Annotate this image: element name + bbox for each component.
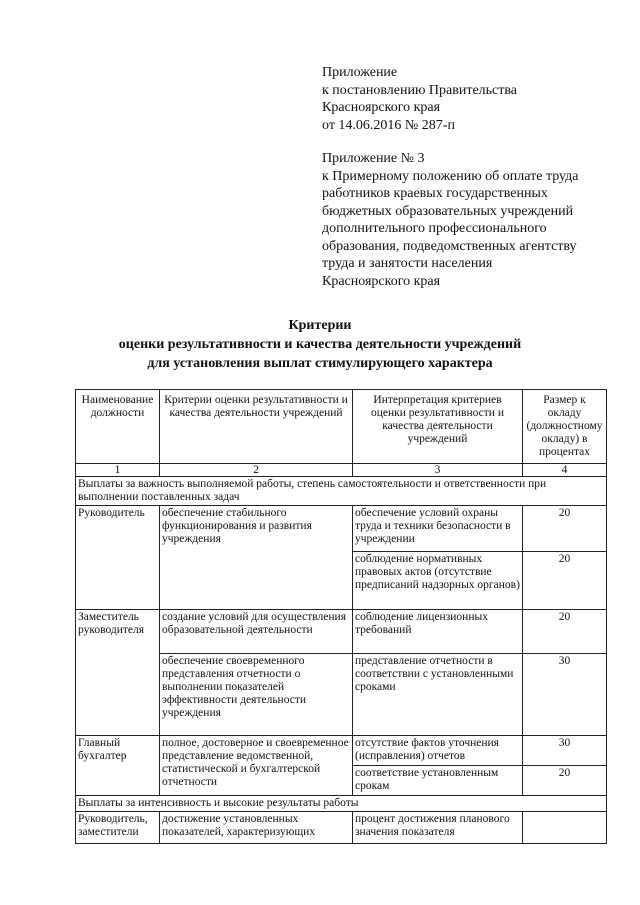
appendix-1-block xyxy=(322,64,517,134)
interpretation-cell: отсутствие фактов уточнения (исправления) отчетов xyxy=(353,736,523,766)
criterion-cell: создание условий для осуществления образовательной деятельности xyxy=(160,610,353,654)
size-cell: 20 xyxy=(523,506,607,552)
title-line: оценки результативности и качества деятельности учреждений xyxy=(118,337,522,352)
column-header: Наименование должности xyxy=(76,390,160,464)
position-cell: Главный бухгалтер xyxy=(76,736,160,796)
section-title: Выплаты за интенсивность и высокие результаты работы xyxy=(76,796,607,812)
appendix-1-line: Красноярского края xyxy=(322,100,441,115)
criterion-cell: обеспечение стабильного функционирования и развития учреждения xyxy=(160,506,353,610)
criterion-cell: достижение установленных показателей, характеризующих xyxy=(160,812,353,844)
appendix-3-line: труда и занятости населения xyxy=(322,256,493,271)
table-row xyxy=(76,812,607,844)
appendix-1-line: от 14.06.2016 № 287-п xyxy=(322,117,455,133)
section-title: Выплаты за важность выполняемой работы, степень самостоятельности и ответственности при выполнении поставленных задач xyxy=(76,477,607,506)
appendix-3-line: работников краевых государственных xyxy=(322,186,548,201)
column-number: 2 xyxy=(160,464,353,477)
size-cell: 30 xyxy=(523,736,607,766)
document-title xyxy=(0,316,640,373)
interpretation-cell: соблюдение нормативных правовых актов (отсутствие предписаний надзорных органов) xyxy=(353,552,523,610)
table-row xyxy=(76,506,607,552)
table-row xyxy=(76,736,607,766)
size-cell: 20 xyxy=(523,766,607,796)
column-header: Критерии оценки результативности и качества деятельности учреждений xyxy=(160,390,353,464)
position-cell: Руководитель xyxy=(76,506,160,610)
appendix-3-line: к Примерному положению об оплате труда xyxy=(322,168,579,184)
interpretation-cell: соблюдение лицензионных требований xyxy=(353,610,523,654)
column-number: 1 xyxy=(76,464,160,477)
appendix-3-line: Приложение № 3 xyxy=(322,151,425,166)
size-cell xyxy=(523,812,607,844)
criterion-cell: полное, достоверное и своевременное представление ведомственной, статистической и бухгалтерской отчетности xyxy=(160,736,353,796)
size-cell: 20 xyxy=(523,610,607,654)
position-cell: Заместитель руководителя xyxy=(76,610,160,736)
section-row xyxy=(76,477,607,506)
appendix-3-line: Красноярского края xyxy=(322,273,441,289)
interpretation-cell: соответствие установленным срокам xyxy=(353,766,523,796)
column-number: 3 xyxy=(353,464,523,477)
size-cell: 20 xyxy=(523,552,607,610)
interpretation-cell: обеспечение условий охраны труда и техники безопасности в учреждении xyxy=(353,506,523,552)
appendix-1-line: Приложение xyxy=(322,65,398,80)
position-cell: Руководитель, заместители xyxy=(76,812,160,844)
appendix-3-block xyxy=(322,150,579,290)
table-header-row xyxy=(76,390,607,464)
table-row xyxy=(76,610,607,654)
title-line: Критерии xyxy=(288,318,352,333)
criteria-table xyxy=(75,389,607,844)
column-number-row xyxy=(76,464,607,477)
column-header: Размер к окладу (должностному окладу) в процентах xyxy=(523,390,607,464)
column-number: 4 xyxy=(523,464,607,477)
interpretation-cell: представление отчетности в соответствии с установленными сроками xyxy=(353,654,523,736)
interpretation-cell: процент достижения планового значения показателя xyxy=(353,812,523,844)
section-row xyxy=(76,796,607,812)
appendix-3-line: бюджетных образовательных учреждений xyxy=(322,203,574,219)
appendix-1-line: к постановлению Правительства xyxy=(322,82,518,98)
column-header: Интерпретация критериев оценки результативности и качества деятельности учреждений xyxy=(353,390,523,464)
appendix-3-line: образования, подведомственных агентству xyxy=(322,238,577,254)
size-cell: 30 xyxy=(523,654,607,736)
appendix-3-line: дополнительного профессионального xyxy=(322,221,547,236)
title-line: для установления выплат стимулирующего характера xyxy=(147,356,493,371)
criterion-cell: обеспечение своевременного представления отчетности о выполнении показателей эффективности деятельности учреждения xyxy=(160,654,353,736)
